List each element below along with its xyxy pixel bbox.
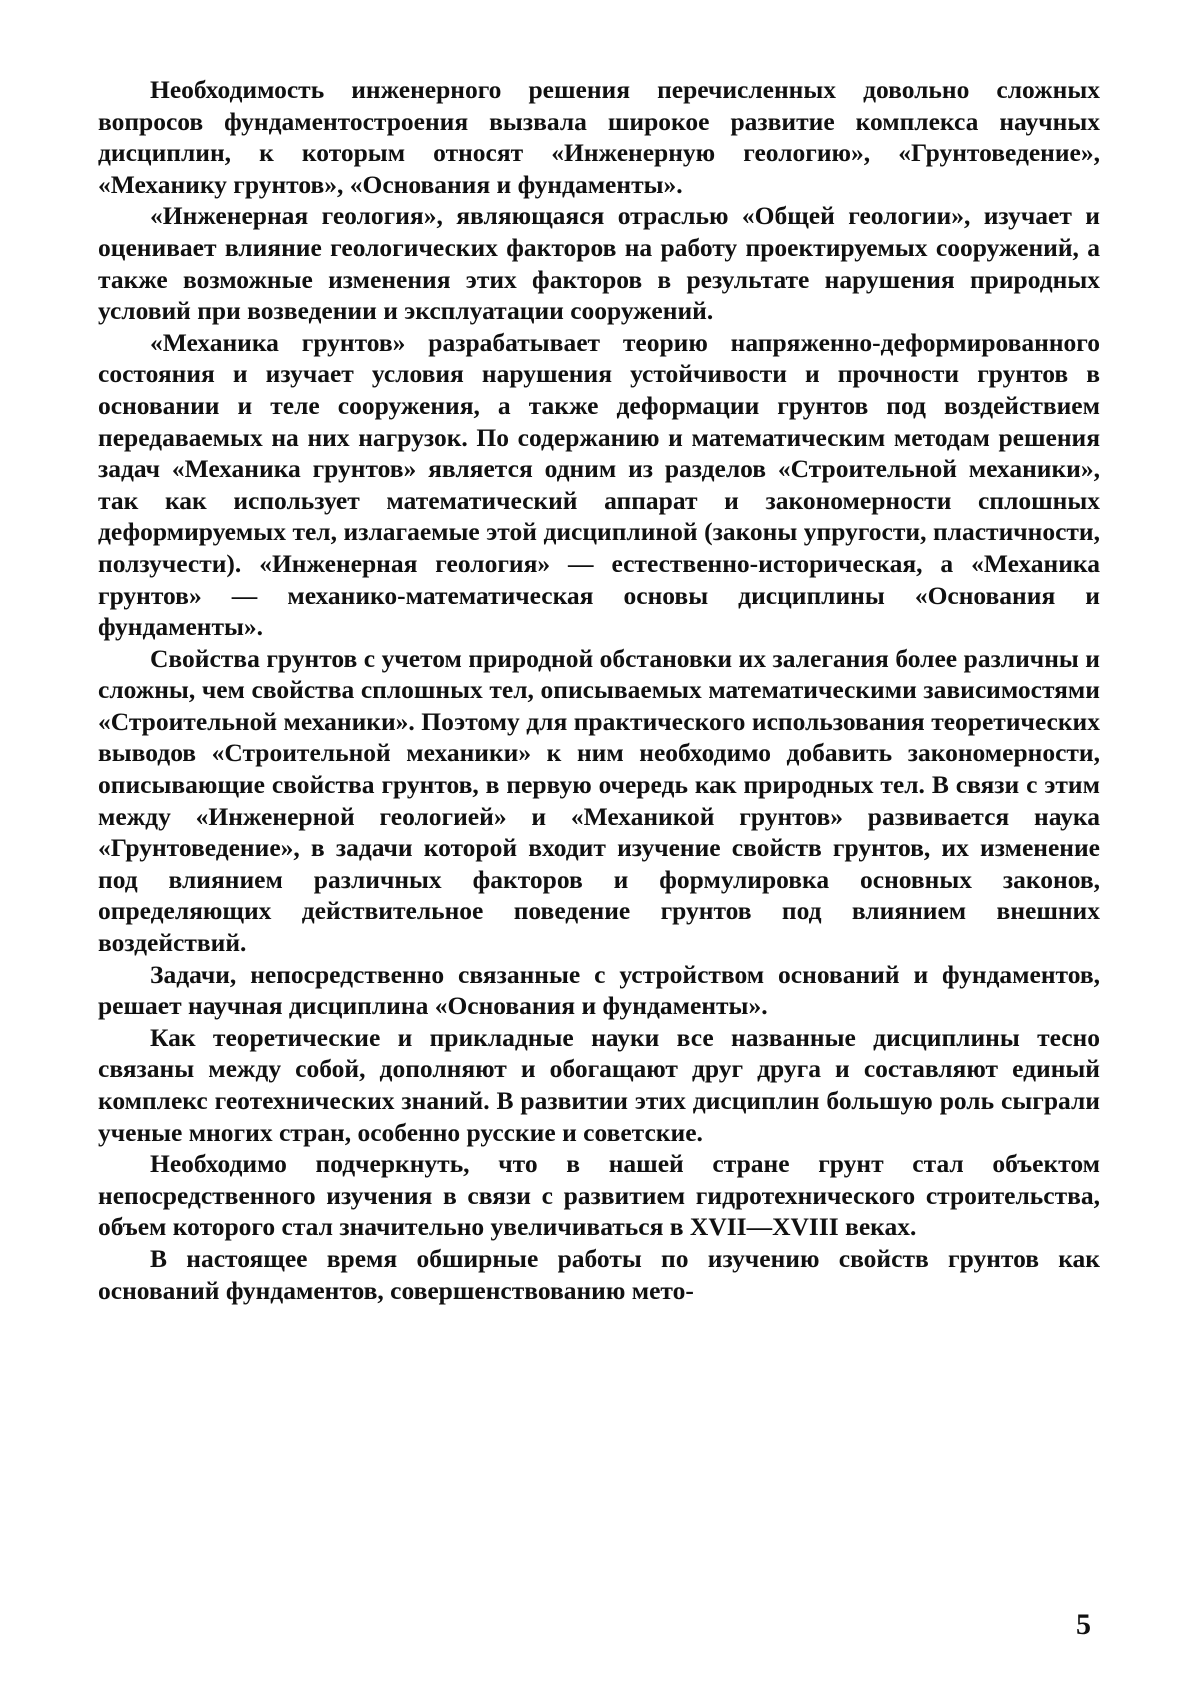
paragraph: Задачи, непосредственно связанные с устройством оснований и фундаментов, решает научная дисциплина «Основания и фундаменты».	[98, 959, 1100, 1021]
paragraph: Свойства грунтов с учетом природной обстановки их залегания более различны и сложны, чем свойства сплошных тел, описываемых математическими зависимостями «Строительной механики». Поэтому для практического использования теоретических выводов «Строительной механики» к ним необходимо добавить закономерности, описывающие свойства грунтов, в первую очередь как природных тел. В связи с этим между «Инженерной геологией» и «Механикой грунтов» развивается наука «Грунтоведение», в задачи которой входит изучение свойств грунтов, их изменение под влиянием различных факторов и формулировка основных законов, определяющих действительное поведение грунтов под влиянием внешних воздействий.	[98, 643, 1100, 958]
paragraph: Необходимо подчеркнуть, что в нашей стране грунт стал объектом непосредственного изучения в связи с развитием гидротехнического строительства, объем которого стал значительно увеличиваться в XVII—XVIII веках.	[98, 1149, 1100, 1242]
page-number: 5	[1076, 1608, 1091, 1641]
paragraph: «Инженерная геология», являющаяся отраслью «Общей геологии», изучает и оценивает влияние геологических факторов на работу проектируемых сооружений, а также возможные изменения этих факторов в результате нарушения природных условий при возведении и эксплуатации сооружений.	[98, 201, 1100, 326]
paragraph: «Механика грунтов» разрабатывает теорию напряженно-деформированного состояния и изучает условия нарушения устойчивости и прочности грунтов в основании и теле сооружения, а также деформации грунтов под воздействием передаваемых на них нагрузок. По содержанию и математическим методам решения задач «Механика грунтов» является одним из разделов «Строительной механики», так как использует математический аппарат и закономерности сплошных деформируемых тел, излагаемые этой дисциплиной (законы упругости, пластичности, ползучести). «Инженерная геология» — естественно-историческая, а «Механика грунтов» — механико-математическая основы дисциплины «Основания и фундаменты».	[98, 327, 1100, 642]
paragraph: Необходимость инженерного решения перечисленных довольно сложных вопросов фундаментостроения вызвала широкое развитие комплекса научных дисциплин, к которым относят «Инженерную геологию», «Грунтоведение», «Механику грунтов», «Основания и фундаменты».	[98, 75, 1100, 199]
body-text	[98, 74, 1100, 1306]
paragraph: В настоящее время обширные работы по изучению свойств грунтов как оснований фундаментов, совершенствованию мето-	[98, 1243, 1100, 1305]
paragraph: Как теоретические и прикладные науки все названные дисциплины тесно связаны между собой, дополняют и обогащают друг друга и составляют единый комплекс геотехнических знаний. В развитии этих дисциплин большую роль сыграли ученые многих стран, особенно русские и советские.	[98, 1022, 1100, 1147]
